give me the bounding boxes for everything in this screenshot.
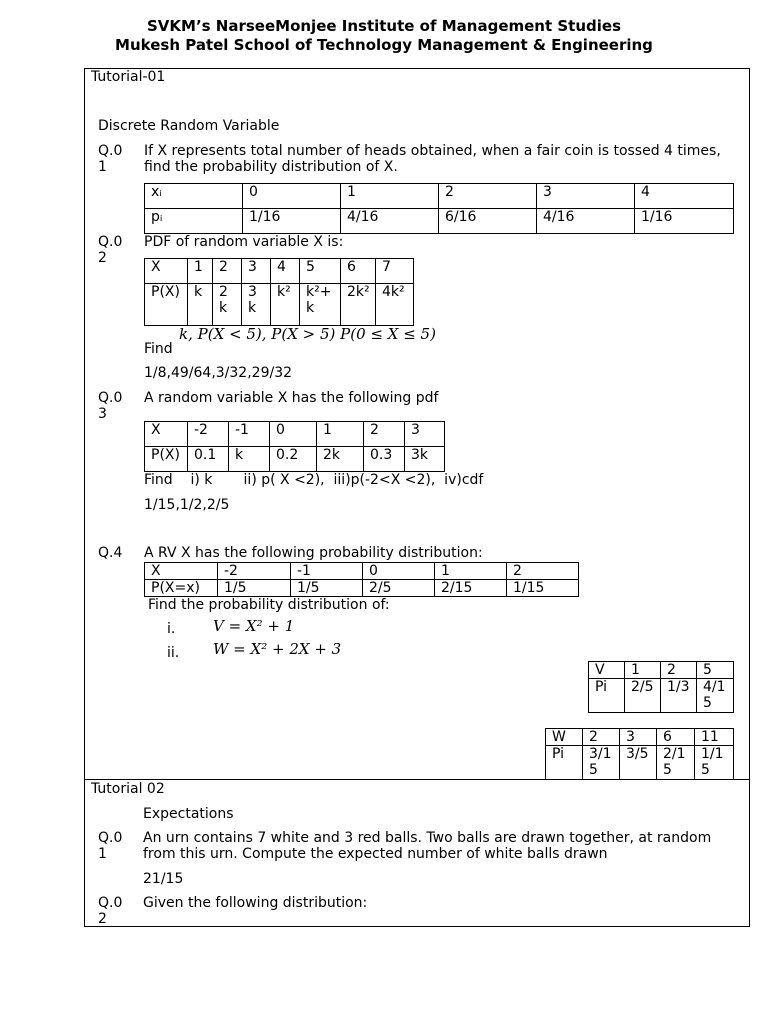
table-cell: -1 — [291, 563, 363, 580]
t2-q1-number-b: 1 — [98, 846, 107, 862]
table-cell: 3 — [620, 729, 657, 746]
q4-number: Q.4 — [98, 545, 123, 561]
table-cell: 1/5 — [218, 580, 291, 597]
q3-answer: 1/15,1/2,2/5 — [144, 497, 230, 513]
table-cell: 2 — [661, 662, 697, 679]
table-cell: 2 — [507, 563, 579, 580]
table-cell: -1 — [229, 422, 270, 447]
table-cell: X — [145, 422, 188, 447]
table-row — [546, 746, 734, 780]
school-name: Mukesh Patel School of Technology Management & Engineering — [115, 36, 653, 54]
t2-q2-text: Given the following distribution: — [143, 895, 368, 911]
q3-number-b: 3 — [98, 406, 107, 422]
table-cell: k — [188, 284, 213, 326]
q4-distribution-table — [144, 562, 579, 597]
t2-q1-text-line1: An urn contains 7 white and 3 red balls. Two balls are drawn together, at random — [143, 830, 712, 846]
q4-item-i-formula: V = X² + 1 — [213, 617, 295, 635]
q1-text-line1: If X represents total number of heads obtained, when a fair coin is tossed 4 times, — [144, 143, 721, 159]
table-cell: 4 — [271, 259, 300, 284]
table-cell: 2 — [439, 184, 537, 209]
q1-number-b: 1 — [98, 159, 107, 175]
table-cell: P(X) — [145, 284, 188, 326]
table-cell: 0.3 — [364, 447, 405, 472]
table-cell: 0 — [243, 184, 341, 209]
q4-find-text: Find the probability distribution of: — [148, 597, 390, 613]
q2-pdf-table — [144, 258, 414, 326]
table-cell: 4/16 — [341, 209, 439, 234]
table-cell: 1/5 — [291, 580, 363, 597]
q3-pdf-table — [144, 421, 445, 472]
table-cell: k² — [271, 284, 300, 326]
table-cell: V — [589, 662, 625, 679]
table-cell: 0 — [270, 422, 317, 447]
table-cell: 3 — [537, 184, 635, 209]
table-cell: 0.2 — [270, 447, 317, 472]
q2-answer: 1/8,49/64,3/32,29/32 — [144, 365, 293, 381]
table-cell: 0.1 — [188, 447, 229, 472]
table-cell: 6 — [341, 259, 376, 284]
tutorial-2-topic: Expectations — [143, 806, 234, 822]
table-cell: 1 — [625, 662, 661, 679]
t2-q2-number-a: Q.0 — [98, 895, 123, 911]
table-cell: 4/1 5 — [697, 679, 734, 713]
table-cell: 1 — [188, 259, 213, 284]
table-cell: 11 — [695, 729, 734, 746]
q2-number-a: Q.0 — [98, 234, 123, 250]
table-cell: 3k — [405, 447, 445, 472]
table-cell: 3/1 5 — [583, 746, 620, 780]
q2-text: PDF of random variable X is: — [144, 234, 344, 250]
table-cell: X — [145, 259, 188, 284]
q4-text: A RV X has the following probability distribution: — [144, 545, 483, 561]
table-row — [145, 580, 579, 597]
table-cell: 2 — [213, 259, 242, 284]
table-cell: P(X=x) — [145, 580, 218, 597]
t2-q1-number-a: Q.0 — [98, 830, 123, 846]
q3-text: A random variable X has the following pdf — [144, 390, 439, 406]
table-row — [589, 662, 734, 679]
q4-item-ii-label: ii. — [167, 645, 180, 661]
tutorial-1-topic: Discrete Random Variable — [98, 118, 280, 134]
t2-q2-number-b: 2 — [98, 911, 107, 927]
table-cell: k — [229, 447, 270, 472]
table-cell: 2/1 5 — [657, 746, 695, 780]
table-cell: X — [145, 563, 218, 580]
q1-distribution-table — [144, 183, 734, 234]
table-cell: 2 — [364, 422, 405, 447]
table-cell: 1/15 — [507, 580, 579, 597]
table-cell: 3 — [242, 259, 271, 284]
tutorial-1-title: Tutorial-01 — [91, 69, 166, 85]
q3-find-text: Find i) k ii) p( X <2), iii)p(-2<X <2), iv)cdf — [144, 472, 484, 488]
table-cell: 0 — [363, 563, 435, 580]
table-row — [145, 284, 414, 326]
q3-number-a: Q.0 — [98, 390, 123, 406]
table-cell: -2 — [218, 563, 291, 580]
table-cell: k²+ k — [300, 284, 341, 326]
table-cell: 1/3 — [661, 679, 697, 713]
table-cell: -2 — [188, 422, 229, 447]
table-cell: xᵢ — [145, 184, 243, 209]
table-cell: 5 — [697, 662, 734, 679]
table-cell: 4/16 — [537, 209, 635, 234]
table-cell: 6 — [657, 729, 695, 746]
table-row — [145, 563, 579, 580]
q2-find-label: Find — [144, 341, 173, 357]
t2-q1-answer: 21/15 — [143, 871, 184, 887]
q1-number-a: Q.0 — [98, 143, 123, 159]
table-cell: 2/5 — [363, 580, 435, 597]
table-cell: 1/16 — [243, 209, 341, 234]
table-cell: 3 — [405, 422, 445, 447]
table-cell: 2k — [317, 447, 364, 472]
table-cell: 6/16 — [439, 209, 537, 234]
table-row — [145, 447, 445, 472]
table-cell: pᵢ — [145, 209, 243, 234]
table-cell: Pi — [546, 746, 583, 780]
t2-q1-text-line2: from this urn. Compute the expected number of white balls drawn — [143, 846, 608, 862]
table-cell: 1 — [341, 184, 439, 209]
table-row — [546, 729, 734, 746]
table-cell: 3/5 — [620, 746, 657, 780]
table-cell: 2 — [583, 729, 620, 746]
table-cell: 4 — [635, 184, 734, 209]
table-cell: 4k² — [376, 284, 414, 326]
q2-number-b: 2 — [98, 250, 107, 266]
table-row — [589, 679, 734, 713]
q4-item-ii-formula: W = X² + 2X + 3 — [213, 640, 342, 658]
w-distribution-table — [545, 728, 734, 780]
table-row — [145, 422, 445, 447]
table-cell: 1 — [317, 422, 364, 447]
table-cell: 7 — [376, 259, 414, 284]
table-row — [145, 184, 734, 209]
table-cell: 1/1 5 — [695, 746, 734, 780]
table-row — [145, 259, 414, 284]
table-cell: 2 k — [213, 284, 242, 326]
table-cell: Pi — [589, 679, 625, 713]
table-cell: 1 — [435, 563, 507, 580]
table-cell: 2/15 — [435, 580, 507, 597]
q1-text-line2: find the probability distribution of X. — [144, 159, 398, 175]
institute-name: SVKM’s NarseeMonjee Institute of Management Studies — [146, 17, 622, 35]
q2-formula: k, P(X < 5), P(X > 5) P(0 ≤ X ≤ 5) — [179, 325, 436, 343]
table-cell: P(X) — [145, 447, 188, 472]
table-cell: 5 — [300, 259, 341, 284]
q4-item-i-label: i. — [167, 621, 176, 637]
table-row — [145, 209, 734, 234]
tutorial-2-title: Tutorial 02 — [91, 781, 165, 797]
table-cell: 3 k — [242, 284, 271, 326]
table-cell: 2k² — [341, 284, 376, 326]
table-cell: W — [546, 729, 583, 746]
v-distribution-table — [588, 661, 734, 713]
table-cell: 1/16 — [635, 209, 734, 234]
table-cell: 2/5 — [625, 679, 661, 713]
